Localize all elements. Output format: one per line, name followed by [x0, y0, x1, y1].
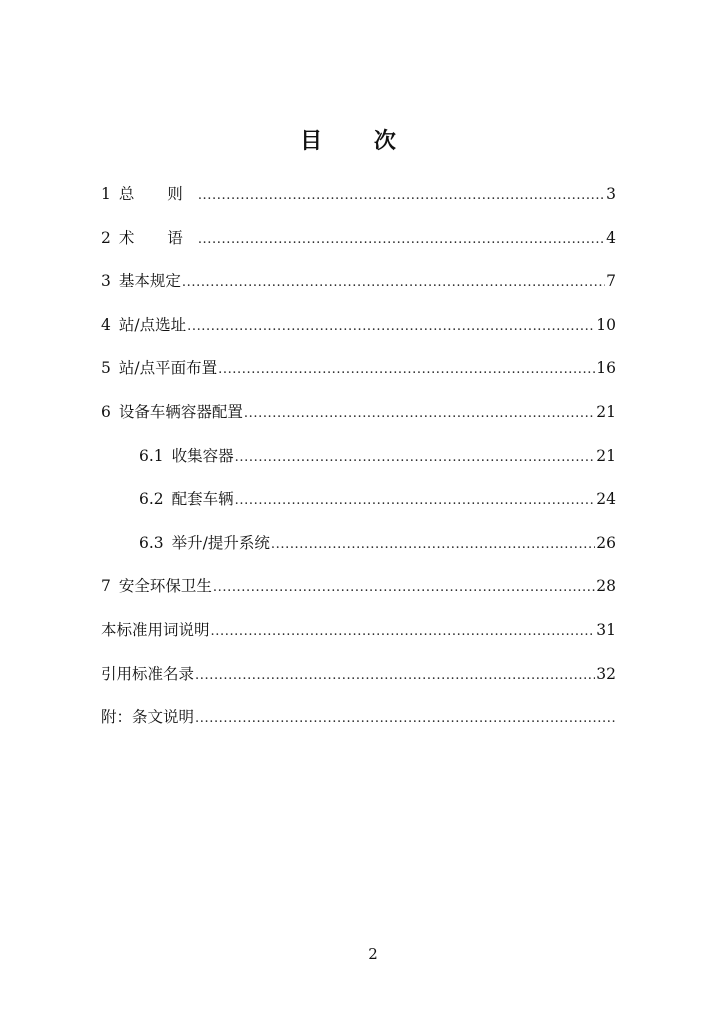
toc-entry-6-3[interactable] — [101, 529, 616, 573]
toc-entry-page: 32 — [596, 664, 616, 683]
dot-leader — [211, 618, 596, 646]
toc-entry-number: 1 — [101, 185, 111, 203]
dot-leader — [195, 705, 615, 733]
toc-entry-number: 6.3 — [139, 533, 164, 552]
dot-leader — [213, 574, 595, 602]
toc-entry-page: 7 — [606, 272, 616, 291]
toc-entry-number: 2 — [101, 228, 111, 247]
toc-entry-1[interactable] — [101, 180, 616, 224]
toc-entry-page: 28 — [596, 577, 616, 596]
toc-entry-6-2[interactable] — [101, 485, 616, 529]
dot-leader — [195, 662, 595, 690]
toc-entry-page: 21 — [596, 402, 616, 421]
toc-entry-label: 举升/提升系统 — [171, 533, 270, 552]
toc-title: 目 次 — [300, 129, 418, 154]
toc-entry-label: 站/点选址 — [118, 315, 187, 334]
toc-entry-label: 引用标准名录 — [101, 664, 195, 683]
toc-entry-label: 总 则 — [118, 185, 197, 203]
toc-entry-label: 收集容器 — [171, 446, 234, 465]
toc-entry-page: 4 — [606, 228, 616, 247]
toc-entry-page: 31 — [596, 620, 616, 639]
toc-entry-page: 21 — [596, 446, 616, 465]
table-of-contents — [101, 180, 616, 747]
dot-leader — [187, 313, 595, 341]
toc-entry-label: 站/点平面布置 — [118, 359, 218, 378]
toc-entry-number: 5 — [101, 359, 111, 378]
toc-entry-page: 24 — [596, 490, 616, 509]
toc-entry-7[interactable] — [101, 572, 616, 616]
toc-entry-page: 16 — [596, 359, 616, 378]
toc-entry-6[interactable] — [101, 398, 616, 442]
dot-leader — [198, 226, 605, 254]
dot-leader — [271, 531, 595, 559]
toc-entry-label: 本标准用词说明 — [101, 620, 210, 639]
dot-leader — [198, 182, 605, 210]
toc-entry-5[interactable] — [101, 354, 616, 398]
toc-entry-label: 基本规定 — [118, 272, 181, 291]
toc-entry-label: 附：条文说明 — [101, 708, 195, 727]
toc-entry-label: 术 语 — [118, 228, 197, 247]
toc-entry-4[interactable] — [101, 311, 616, 355]
toc-entry-referenced-standards[interactable] — [101, 660, 616, 704]
toc-entry-page: 26 — [596, 533, 616, 552]
toc-entry-page: 10 — [596, 315, 616, 334]
toc-entry-number: 6.1 — [139, 446, 164, 465]
toc-entry-page: 3 — [606, 185, 616, 203]
dot-leader — [244, 400, 595, 428]
dot-leader — [235, 487, 596, 515]
toc-entry-wording-explanation[interactable] — [101, 616, 616, 660]
toc-entry-label: 设备车辆容器配置 — [118, 402, 243, 421]
toc-entry-appendix-clause-explanation[interactable] — [101, 703, 616, 747]
toc-entry-number: 7 — [101, 577, 111, 596]
toc-entry-number: 3 — [101, 272, 111, 291]
dot-leader — [218, 356, 595, 384]
toc-entry-label: 配套车辆 — [171, 490, 234, 509]
page-number: 2 — [368, 945, 378, 963]
toc-entry-2[interactable] — [101, 224, 616, 268]
toc-entry-number: 4 — [101, 315, 111, 334]
toc-entry-number: 6.2 — [139, 490, 164, 509]
dot-leader — [182, 269, 605, 297]
toc-entry-3[interactable] — [101, 267, 616, 311]
toc-entry-label: 安全环保卫生 — [118, 577, 212, 596]
toc-entry-6-1[interactable] — [101, 442, 616, 486]
dot-leader — [235, 444, 596, 472]
toc-entry-number: 6 — [101, 402, 111, 421]
